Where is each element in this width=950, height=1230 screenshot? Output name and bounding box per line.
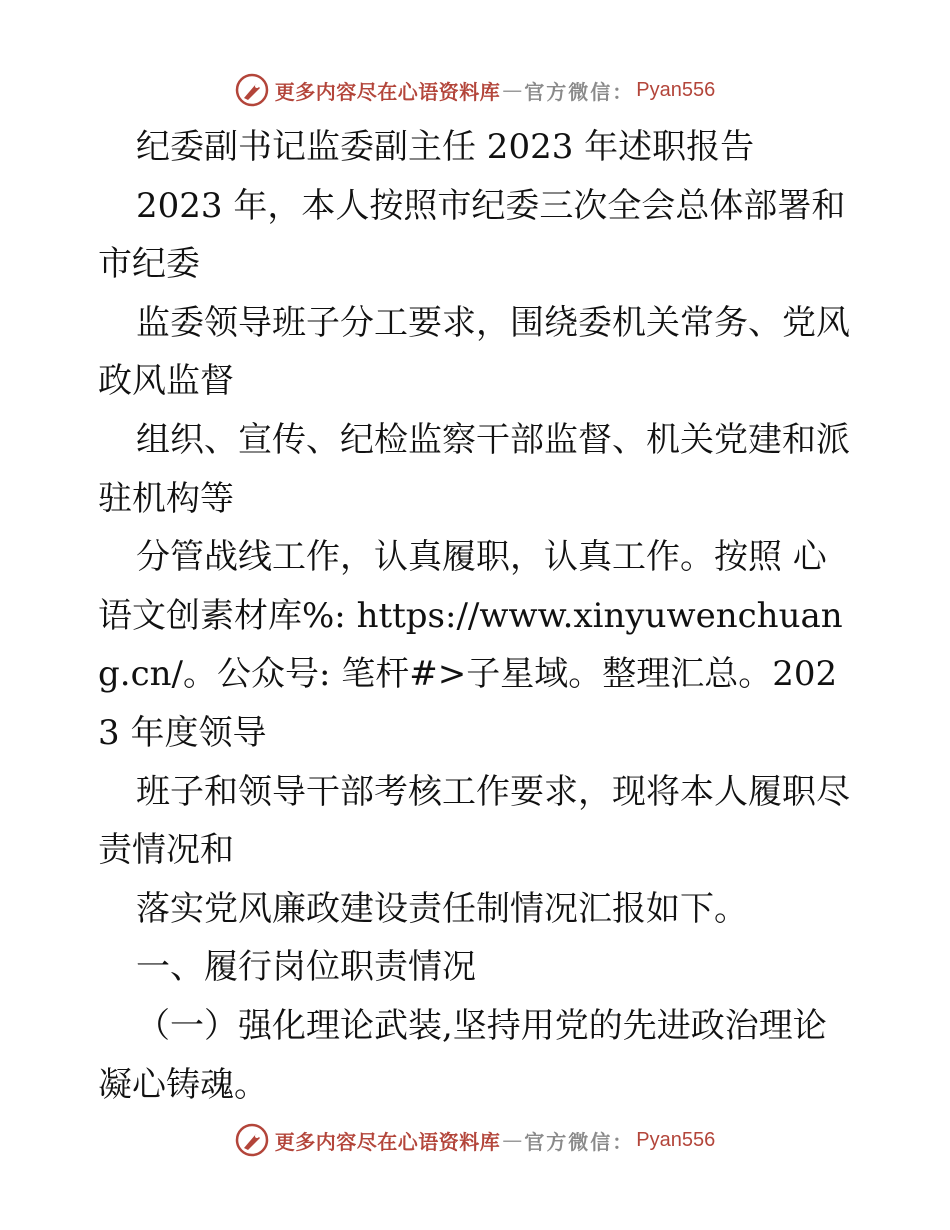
section-heading: 一、履行岗位职责情况: [136, 947, 476, 988]
watermark-wechat-id: Pyan556: [636, 78, 716, 101]
watermark-header: [0, 70, 950, 110]
pen-nib-icon: [235, 73, 269, 107]
paragraph: 班子和领导干部考核工作要求，现将本人履职尽责情况和: [98, 771, 850, 871]
watermark-dash: —: [502, 1128, 523, 1152]
watermark-official-label: 官方微信：: [524, 79, 635, 104]
watermark-brand-text: 更多内容尽在心语资料库: [274, 79, 501, 104]
pen-nib-icon: [235, 1123, 269, 1157]
paragraph: 落实党风廉政建设责任制情况汇报如下。: [136, 888, 748, 929]
document-title: 纪委副书记监委副主任 2023 年述职报告: [136, 127, 755, 167]
document-body: [98, 118, 858, 1114]
subsection-heading: （一）强化理论武装,坚持用党的先进政治理论凝心铸魂。: [98, 1005, 827, 1105]
watermark-brand-text: 更多内容尽在心语资料库: [274, 1129, 501, 1154]
watermark-dash: —: [502, 78, 523, 102]
watermark-footer: [0, 1120, 950, 1160]
paragraph: 2023 年，本人按照市纪委三次全会总体部署和市纪委: [98, 185, 846, 285]
paragraph: 监委领导班子分工要求，围绕委机关常务、党风政风监督: [98, 302, 850, 402]
watermark-official-label: 官方微信：: [524, 1129, 635, 1154]
watermark-wechat-id: Pyan556: [636, 1128, 716, 1151]
paragraph: 分管战线工作，认真履职，认真工作。按照 心语文创素材库%: https://www.xinyuwenchuang.cn/。公众号: 笔杆#>子星域。整理汇总。2023 年度领导: [98, 537, 843, 753]
paragraph: 组织、宣传、纪检监察干部监督、机关党建和派驻机构等: [98, 419, 850, 519]
